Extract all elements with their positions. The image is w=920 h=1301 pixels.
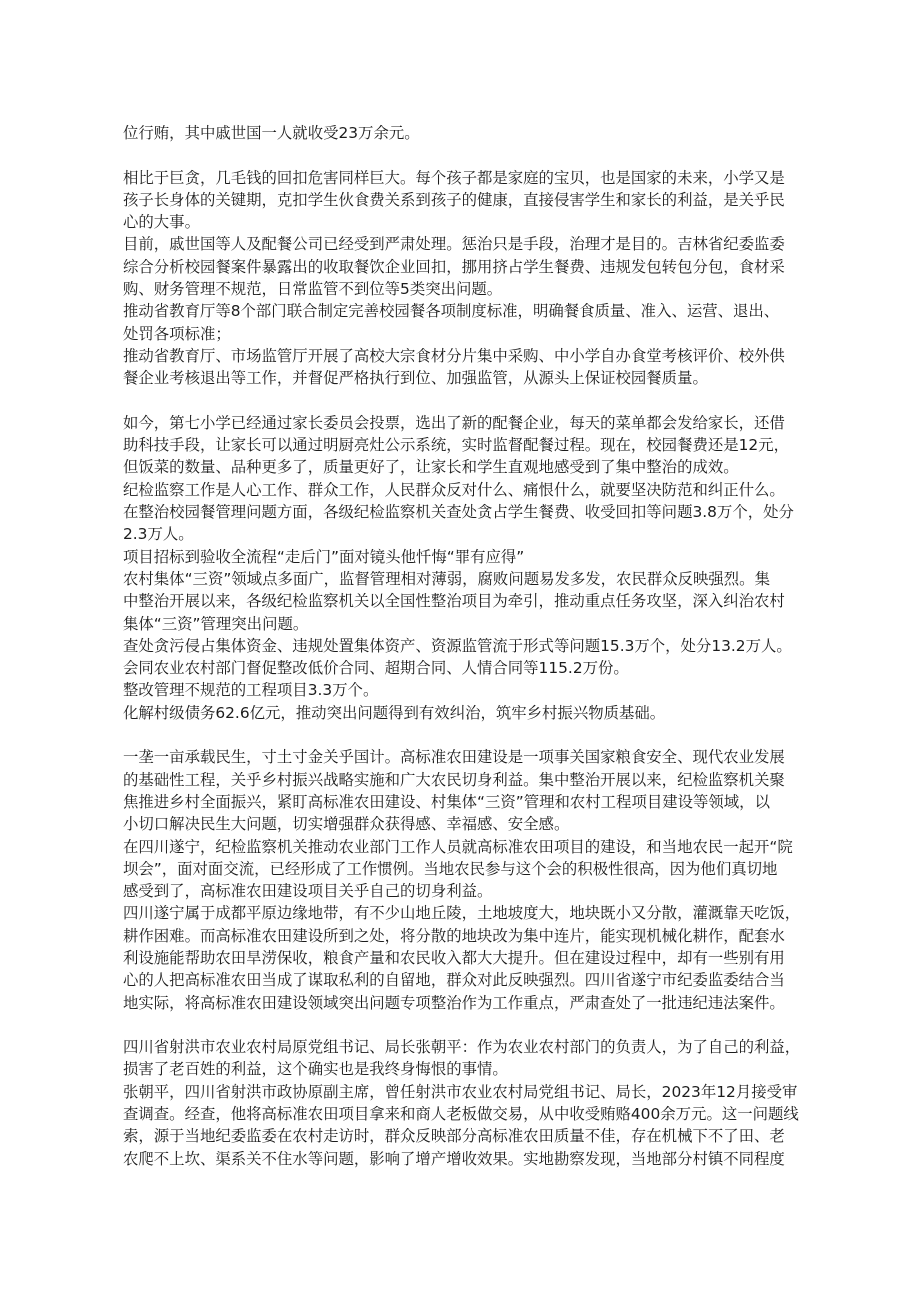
text-line: 会同农业农村部门督促整改低价合同、超期合同、人情合同等115.2万份。 [123, 659, 629, 678]
text-line: 地实际，将高标准农田建设领域突出问题专项整治作为工作重点，严肃查处了一批违纪违法案件。 [123, 993, 785, 1012]
body-paragraph [123, 233, 823, 300]
text-line: 四川遂宁属于成都平原边缘地带，有不少山地丘陵，土地坡度大，地块既小又分散，灌溉靠天吃饭， [123, 904, 801, 923]
text-line: 处罚各项标准； [123, 324, 231, 343]
text-line: 在整治校园餐管理问题方面，各级纪检监察机关查处贪占学生餐费、收受回扣等问题3.8万个，处分 [123, 503, 794, 522]
text-line: 餐企业考核退出等工作，并督促严格执行到位、加强监管，从源头上保证校园餐质量。 [123, 369, 708, 388]
text-line: 心的人把高标准农田当成了谋取私利的自留地，群众对此反映强烈。四川省遂宁市纪委监委结合当 [123, 971, 785, 990]
text-line: 农爬不上坎、渠系关不住水等问题，影响了增产增收效果。实地勘察发现，当地部分村镇不同程度 [123, 1149, 785, 1168]
text-line: 整改管理不规范的工程项目3.3万个。 [123, 681, 379, 700]
section-heading [123, 546, 823, 568]
text-line: 购、财务管理不规范，日常监管不到位等5类突出问题。 [123, 280, 503, 299]
body-paragraph [123, 902, 823, 1013]
text-line: 相比于巨贪，几毛钱的回扣危害同样巨大。每个孩子都是家庭的宝贝，也是国家的未来，小学又是 [123, 168, 785, 187]
text-line: 助科技手段，让家长可以通过明厨亮灶公示系统，实时监督配餐过程。现在，校园餐费还是12元， [123, 436, 789, 455]
text-line: 坝会”，面对面交流，已经形成了工作惯例。当地农民参与这个会的积极性很高，因为他们真切地 [123, 859, 778, 878]
body-paragraph [123, 412, 823, 479]
text-line: 目前，戚世国等人及配餐公司已经受到严肃处理。惩治只是手段，治理才是目的。吉林省纪委监委 [123, 235, 785, 254]
text-line: 位行贿，其中戚世国一人就收受23万余元。 [123, 124, 420, 142]
text-line: 如今，第七小学已经通过家长委员会投票，选出了新的配餐企业，每天的菜单都会发给家长，还借 [123, 413, 785, 432]
body-paragraph [123, 479, 823, 501]
text-line: 但饭菜的数量、品种更多了，质量更好了，让家长和学生直观地感受到了集中整治的成效。 [123, 458, 739, 477]
text-line: 查处贪污侵占集体资金、违规处置集体资产、资源监管流于形式等问题15.3万个，处分13.2万人。 [123, 636, 792, 655]
body-paragraph [123, 568, 823, 635]
text-line: 索，源于当地纪委监委在农村走访时，群众反映部分高标准农田质量不佳，存在机械下不了田、老 [123, 1127, 785, 1146]
quote-paragraph [123, 1036, 823, 1081]
text-line: 张朝平，四川省射洪市政协原副主席，曾任射洪市农业农村局党组书记、局长，2023年12月接受审 [123, 1082, 798, 1101]
text-line: 耕作困难。而高标准农田建设所到之处，将分散的地块改为集中连片，能实现机械化耕作，配套水 [123, 926, 785, 945]
text-line: 化解村级债务62.6亿元，推动突出问题得到有效纠治，筑牢乡村振兴物质基础。 [123, 703, 666, 722]
body-paragraph [123, 1081, 823, 1170]
text-line: 2.3万人。 [123, 525, 194, 544]
text-line: 项目招标到验收全流程“走后门”面对镜头他忏悔“罪有应得” [123, 547, 525, 566]
body-paragraph [123, 746, 823, 835]
text-line: 利设施能帮助农田旱涝保收，粮食产量和农民收入都大大提升。但在建设过程中，却有一些别有用 [123, 948, 785, 967]
body-paragraph [123, 345, 823, 390]
text-line: 损害了老百姓的利益，这个确实也是我终身悔恨的事情。 [123, 1060, 508, 1079]
body-paragraph [123, 657, 823, 679]
text-line: 孩子长身体的关键期，克扣学生伙食费关系到孩子的健康，直接侵害学生和家长的利益，是关乎民 [123, 190, 785, 209]
text-line: 推动省教育厅等8个部门联合制定完善校园餐各项制度标准，明确餐食质量、准入、运营、退出、 [123, 302, 780, 321]
text-line: 纪检监察工作是人心工作、群众工作，人民群众反对什么、痛恨什么，就要坚决防范和纠正什么。 [123, 480, 785, 499]
text-line: 四川省射洪市农业农村局原党组书记、局长张朝平：作为农业农村部门的负责人，为了自己的利益， [123, 1038, 801, 1057]
text-line: 农村集体“三资”领域点多面广，监督管理相对薄弱，腐败问题易发多发，农民群众反映强烈。集 [123, 569, 770, 588]
text-line: 焦推进乡村全面振兴，紧盯高标准农田建设、村集体“三资”管理和农村工程项目建设等领域，以 [123, 792, 770, 811]
body-paragraph [123, 501, 823, 546]
body-paragraph [123, 167, 823, 234]
text-line: 心的大事。 [123, 213, 200, 232]
text-line: 查调查。经查，他将高标准农田项目拿来和商人老板做交易，从中收受贿赂400余万元。这一问题线 [123, 1105, 799, 1124]
text-line: 集体“三资”管理突出问题。 [123, 614, 309, 633]
body-paragraph [123, 300, 823, 345]
body-paragraph [123, 679, 823, 701]
body-paragraph [123, 635, 823, 657]
text-line: 感受到了，高标准农田建设项目关乎自己的切身利益。 [123, 882, 493, 901]
text-line: 在四川遂宁，纪检监察机关推动农业部门工作人员就高标准农田项目的建设，和当地农民一起开“院 [123, 837, 793, 856]
text-line: 一垄一亩承载民生，寸土寸金关乎国计。高标准农田建设是一项事关国家粮食安全、现代农业发展 [123, 748, 785, 767]
text-line: 小切口解决民生大问题，切实增强群众获得感、幸福感、安全感。 [123, 815, 570, 834]
document-body [123, 122, 823, 1170]
text-line: 中整治开展以来，各级纪检监察机关以全国性整治项目为牵引，推动重点任务攻坚，深入纠治农村 [123, 592, 785, 611]
text-line: 的基础性工程，关乎乡村振兴战略实施和广大农民切身利益。集中整治开展以来，纪检监察机关聚 [123, 770, 785, 789]
text-line: 综合分析校园餐案件暴露出的收取餐饮企业回扣，挪用挤占学生餐费、违规发包转包分包，食材采 [123, 257, 785, 276]
body-paragraph [123, 836, 823, 903]
text-line: 推动省教育厅、市场监管厅开展了高校大宗食材分片集中采购、中小学自办食堂考核评价、校外供 [123, 346, 785, 365]
body-paragraph [123, 702, 823, 724]
body-paragraph [123, 122, 823, 144]
